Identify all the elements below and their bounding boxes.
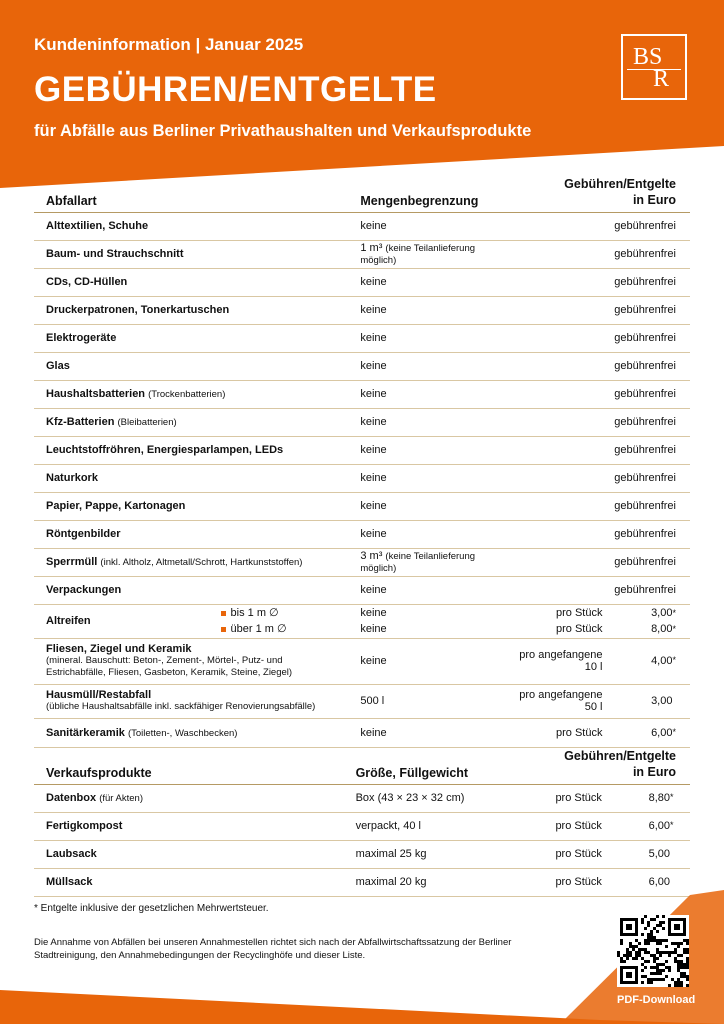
row-name: Verpackungen: [46, 584, 122, 596]
row-limit-note: (keine Teilanlieferung möglich): [360, 243, 476, 266]
row-note: (inkl. Altholz, Altmetall/Schrott, Hartkunststoffen): [100, 557, 303, 568]
page-subtitle: für Abfälle aus Berliner Privathaushalten und Verkaufsprodukte: [34, 122, 532, 140]
row-limit: keine: [360, 472, 387, 484]
product-unit: pro Stück: [504, 840, 601, 868]
row-name: Naturkork: [46, 472, 98, 484]
col-header-menge: Mengenbegrenzung: [360, 172, 508, 212]
col-header-fee: Gebühren/Entgelte in Euro: [504, 744, 690, 784]
product-mark: *: [670, 820, 674, 830]
table-row: [34, 492, 690, 520]
product-price: 5,00: [648, 848, 670, 860]
product-row: [34, 812, 690, 840]
product-size: maximal 20 kg: [356, 868, 505, 896]
table-row: [34, 324, 690, 352]
bullet-icon: [221, 611, 226, 616]
product-row: [34, 784, 690, 812]
row-limit: keine: [360, 276, 387, 288]
table-row: [34, 436, 690, 464]
product-name: Laubsack: [46, 848, 97, 860]
row-name: Sperrmüll: [46, 556, 98, 568]
row-limit: keine: [360, 500, 387, 512]
bullet-icon: [221, 627, 226, 632]
product-unit: pro Stück: [504, 784, 601, 812]
col-header-abfallart: Abfallart: [34, 172, 221, 212]
row-fee: gebührenfrei: [602, 268, 690, 296]
row-limit: keine: [360, 304, 387, 316]
product-name: Datenbox: [46, 792, 97, 804]
product-header-row: [34, 744, 690, 784]
row-name: Glas: [46, 360, 70, 372]
table-row: [34, 352, 690, 380]
row-fee: gebührenfrei: [602, 520, 690, 548]
bsr-logo: [621, 34, 687, 100]
waste-fee-table: [34, 172, 690, 748]
row-name: Kfz-Batterien: [46, 416, 115, 428]
row-name: CDs, CD-Hüllen: [46, 276, 128, 288]
table-row: [34, 464, 690, 492]
logo-text-bottom: R: [653, 66, 670, 92]
product-price: 8,80: [648, 792, 670, 804]
product-price: 6,00: [648, 820, 670, 832]
col-header-products: Verkaufsprodukte: [34, 744, 221, 784]
product-table: [34, 744, 690, 897]
row-limit: keine: [360, 444, 387, 456]
row-name: Altreifen: [34, 604, 221, 638]
row-name: Druckerpatronen, Tonerkartuschen: [46, 304, 230, 316]
product-size: maximal 25 kg: [356, 840, 505, 868]
page-title: GEBÜHREN/ENTGELTE: [34, 70, 437, 109]
row-fee: gebührenfrei: [602, 212, 690, 240]
row-name: Elektrogeräte: [46, 332, 117, 344]
product-size: Box (43 × 23 × 32 cm): [356, 784, 505, 812]
row-fee: gebührenfrei: [602, 352, 690, 380]
row-limit: keine: [360, 388, 387, 400]
table-row: [34, 576, 690, 604]
product-note: (für Akten): [99, 793, 144, 804]
product-unit: pro Stück: [504, 868, 601, 896]
row-limit: 1 m³: [360, 242, 383, 254]
row-limit: keine: [360, 584, 387, 596]
table-row: [34, 296, 690, 324]
row-note: (Trockenbatterien): [148, 389, 226, 400]
product-mark: *: [670, 792, 674, 802]
product-unit: pro Stück: [504, 812, 601, 840]
row-fee: gebührenfrei: [602, 296, 690, 324]
row-name: Alttextilien, Schuhe: [46, 220, 149, 232]
vat-footnote: * Entgelte inklusive der gesetzlichen Mehrwertsteuer.: [34, 903, 269, 914]
col-header-fee: Gebühren/Entgelte in Euro: [509, 172, 690, 212]
table-row: [34, 408, 690, 436]
row-fee: gebührenfrei: [602, 464, 690, 492]
table-header-row: [34, 172, 690, 212]
footer-shape: [0, 890, 724, 1024]
row-limit: keine: [360, 360, 387, 372]
col-header-size: Größe, Füllgewicht: [356, 744, 505, 784]
product-row: [34, 840, 690, 868]
product-name: Fertigkompost: [46, 820, 123, 832]
table-row: [34, 240, 690, 268]
row-name: Baum- und Strauchschnitt: [46, 248, 184, 260]
row-name: Papier, Pappe, Kartonagen: [46, 500, 186, 512]
row-fee: gebührenfrei: [602, 408, 690, 436]
table-row-altreifen: Altreifen bis 1 m ∅ über 1 m ∅ keine keine pro Stück pro Stück 3,00* 8,00*: [34, 604, 690, 638]
header-banner: [0, 0, 724, 190]
row-fee: gebührenfrei: [602, 548, 690, 576]
row-name: Röntgenbilder: [46, 528, 121, 540]
table-row-fliesen: Fliesen, Ziegel und Keramik (mineral. Bauschutt: Beton-, Zement-, Mörtel-, Putz- und Estrichabfälle, Fliesen, Gasbeton, Keramik, Steine, Ziegel) keine pro angefangene 10 l 4,00*: [34, 638, 690, 684]
row-fee: gebührenfrei: [602, 576, 690, 604]
row-limit: keine: [360, 528, 387, 540]
row-fee: gebührenfrei: [602, 436, 690, 464]
row-fee: gebührenfrei: [602, 380, 690, 408]
row-fee: gebührenfrei: [602, 324, 690, 352]
legal-notice: Die Annahme von Abfällen bei unseren Annahmestellen richtet sich nach der Abfallwirtschaftssatzung der Berliner Stadtreinigung, den Annahmebedingungen der Recyclinghöfe und dieser Liste.: [34, 937, 512, 961]
row-name: Haushaltsbatterien: [46, 388, 146, 400]
table-row: [34, 268, 690, 296]
pdf-download-link[interactable]: PDF-Download: [617, 994, 696, 1006]
logo-text-top: BS: [633, 44, 663, 70]
kicker: Kundeninformation | Januar 2025: [34, 35, 304, 54]
table-row: [34, 212, 690, 240]
row-limit: 3 m³: [360, 550, 383, 562]
row-limit-note: (keine Teilanlieferung möglich): [360, 551, 476, 574]
table-row: [34, 380, 690, 408]
table-row-hausmuell: Hausmüll/Restabfall (übliche Haushaltsabfälle inkl. sackfähiger Renovierungsabfälle) 500 l pro angefangene 50 l 3,00: [34, 684, 690, 718]
product-price: 6,00: [648, 876, 670, 888]
table-row: [34, 548, 690, 576]
row-name: Leuchtstoffröhren, Energiesparlampen, LEDs: [46, 444, 284, 456]
qr-code-icon[interactable]: [617, 915, 689, 987]
row-limit: keine: [360, 416, 387, 428]
row-fee: gebührenfrei: [602, 492, 690, 520]
product-name: Müllsack: [46, 876, 93, 888]
row-note: (Bleibatterien): [117, 417, 177, 428]
table-row-sanitaer: Sanitärkeramik (Toiletten-, Waschbecken) keine pro Stück 6,00*: [34, 718, 690, 747]
row-limit: keine: [360, 220, 387, 232]
product-size: verpackt, 40 l: [356, 812, 505, 840]
table-row: [34, 520, 690, 548]
row-limit: keine: [360, 332, 387, 344]
row-fee: gebührenfrei: [602, 240, 690, 268]
